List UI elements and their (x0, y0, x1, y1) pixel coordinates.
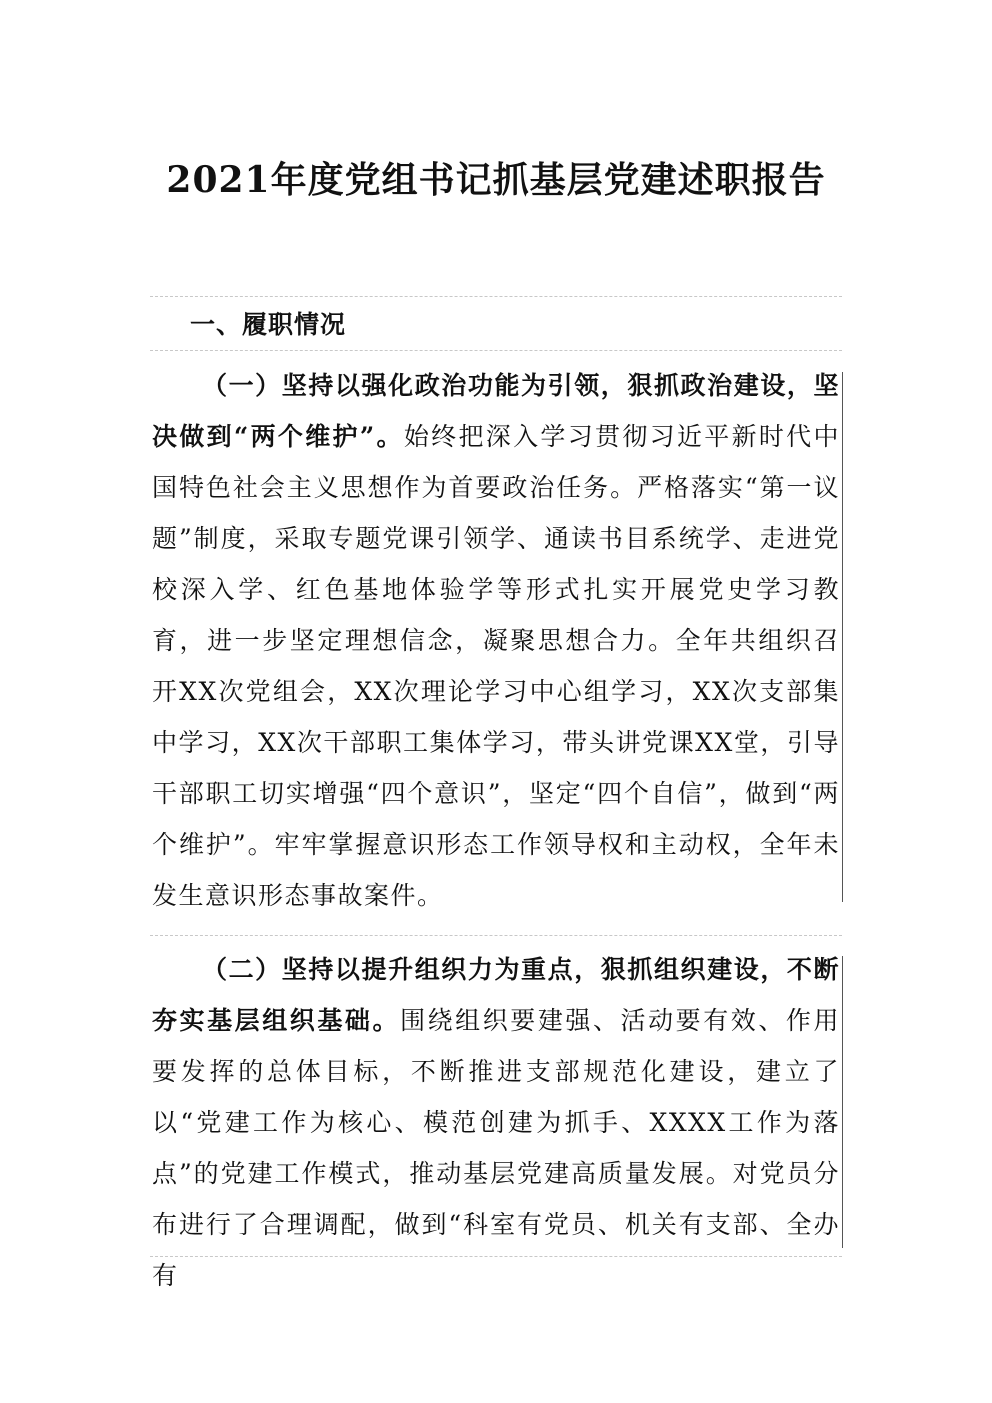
margin-bar (842, 372, 843, 902)
section-heading: 一、履职情况 (190, 310, 347, 339)
divider-line (150, 1256, 842, 1257)
divider-line (150, 350, 842, 351)
paragraph-1-body: 始终把深入学习贯彻习近平新时代中国特色社会主义思想作为首要政治任务。严格落实“第一议题”制度，采取专题党课引领学、通读书目系统学、走进党校深入学、红色基地体验学等形式扎实开展党史学习教育，进一步坚定理想信念，凝聚思想合力。全年共组织召开XX次党组会，XX次理论学习中心组学习，XX次支部集中学习，XX次干部职工集体学习，带头讲党课XX堂，引导干部职工切实增强“四个意识”，坚定“四个自信”，做到“两个维护”。牢牢掌握意识形态工作领导权和主动权，全年未发生意识形态事故案件。 (152, 422, 840, 910)
document-title: 2021年度党组书记抓基层党建述职报告 (166, 159, 826, 201)
paragraph-2-body: 围绕组织要建强、活动要有效、作用要发挥的总体目标，不断推进支部规范化建设，建立了以“党建工作为核心、模范创建为抓手、XXXX工作为落点”的党建工作模式，推动基层党建高质量发展。对党员分布进行了合理调配，做到“科室有党员、机关有支部、全办有 (152, 1006, 840, 1290)
paragraph-1 (152, 360, 840, 921)
margin-bar (842, 956, 843, 1248)
paragraph-1-lead: （一）坚持以强化政治功能为引领，狠抓政治建设，坚决做到“两个维护”。 (152, 371, 840, 451)
divider-line (150, 935, 842, 936)
divider-line (150, 296, 842, 297)
paragraph-2-lead: （二）坚持以提升组织力为重点，狠抓组织建设，不断夯实基层组织基础。 (152, 955, 840, 1035)
paragraph-2 (152, 944, 840, 1301)
